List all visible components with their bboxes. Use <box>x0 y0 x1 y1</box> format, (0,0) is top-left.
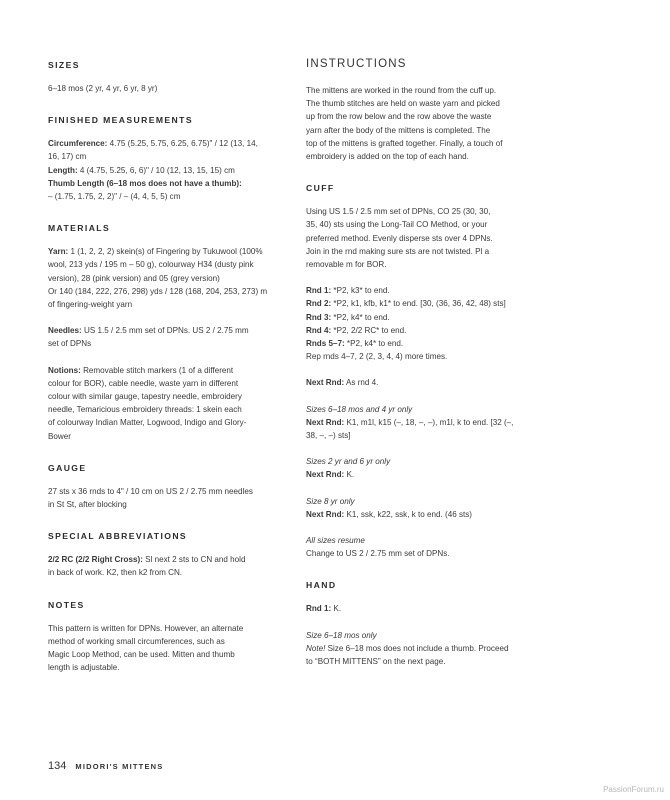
notions-text: Notions: Removable stitch markers (1 of a different colour for BOR), cable needle, waste yarn in different colour with similar gauge, tapestry needle, embroidery needle, Temaricious embroidery threads: 1 skein each of colourway Indian Matter, Logwood, Indigo and Glory- Bower <box>48 365 247 441</box>
left-column <box>48 60 293 687</box>
instructions-heading: INSTRUCTIONS <box>306 58 407 70</box>
watermark: PassionForum.ru <box>603 785 664 794</box>
sizes-text: 6–18 mos (2 yr, 4 yr, 6 yr, 8 yr) <box>48 84 158 93</box>
book-title: MIDORI'S MITTENS <box>75 762 164 771</box>
materials-heading: MATERIALS <box>48 223 111 234</box>
cuff-rounds: Rnd 1: *P2, k3* to end. Rnd 2: *P2, k1, kfb, k1* to end. [30, (36, 36, 42, 48) sts] Rnd 3: *P2, k4* to end. Rnd 4: *P2, 2/2 RC* to end. Rnds 5–7: *P2, k4* to end. Rep rnds 4–7, 2 (2, 3, 4, 4) more times. <box>306 286 506 362</box>
finished-measurements-heading: FINISHED MEASUREMENTS <box>48 115 193 126</box>
cuff-text: Using US 1.5 / 2.5 mm set of DPNs, CO 25 (30, 30, 35, 40) sts using the Long-Tail CO Method, or your preferred method. Evenly disperse sts over 4 DPNs. Join in the rnd making sure sts are not twisted. Pl a removable m for BOR. <box>306 207 493 270</box>
yarn-text: Yarn: 1 (1, 2, 2, 2) skein(s) of Fingering by Tukuwool (100% wool, 213 yds / 195 m – 50 g), colourway H34 (dusty pink version), 28 (pink version) and 05 (grey version) Or 140 (184, 222, 276, 298) yds / 128 (168, 204, 253, 273) m of fingering-weight yarn <box>48 247 268 310</box>
hand-round-1: Rnd 1: K. <box>306 604 342 614</box>
right-column <box>306 58 551 681</box>
all-sizes: All sizes resume Change to US 2 / 2.75 mm set of DPNs. <box>306 536 450 559</box>
notes-heading: NOTES <box>48 599 85 610</box>
page-footer <box>48 760 164 772</box>
sizes-a: Sizes 6–18 mos and 4 yr only Next Rnd: K1, m1l, k15 (–, 18, –, –), m1l, k to end. [32 (–, 38, –, –) sts] <box>306 404 514 441</box>
next-round: Next Rnd: As rnd 4. <box>306 378 379 388</box>
hand-heading: HAND <box>306 580 337 591</box>
instructions-intro: The mittens are worked in the round from the cuff up. The thumb stitches are held on waste yarn and picked up from the row below and the row above the waste yarn after the body of the mittens is completed. The top of the mittens is grafted together. Finally, a touch of embroidery is added on the top of each hand. <box>306 86 503 162</box>
special-abbreviations-heading: SPECIAL ABBREVIATIONS <box>48 531 188 542</box>
sizes-heading: SIZES <box>48 60 80 70</box>
special-abbreviations-text: 2/2 RC (2/2 Right Cross): Sl next 2 sts to CN and hold in back of work. K2, then k2 from CN. <box>48 555 246 578</box>
finished-measurements-text: Circumference: 4.75 (5.25, 5.75, 6.25, 6.75)" / 12 (13, 14, 16, 17) cm Length: 4 (4.75, 5.25, 6, 6)" / 10 (12, 13, 15, 15) cm Thumb Length (6–18 mos does not have a thumb): – (1.75, 1.75, 2, 2)" / – (4, 4, 5, 5) cm <box>48 139 258 202</box>
gauge-text: 27 sts x 36 rnds to 4" / 10 cm on US 2 / 2.75 mm needles in St St, after blocking <box>48 486 253 510</box>
sizes-c: Size 8 yr only Next Rnd: K1, ssk, k22, ssk, k to end. (46 sts) <box>306 496 472 519</box>
notes-text: This pattern is written for DPNs. However, an alternate method of working small circumferences, such as Magic Loop Method, can be used. Mitten and thumb length is adjustable. <box>48 623 244 673</box>
page-number: 134 <box>48 760 67 772</box>
sizes-b: Sizes 2 yr and 6 yr only Next Rnd: K. <box>306 457 391 480</box>
cuff-heading: CUFF <box>306 183 335 194</box>
gauge-heading: GAUGE <box>48 462 87 473</box>
hand-size-note: Size 6–18 mos only Note! Size 6–18 mos does not include a thumb. Proceed to “BOTH MITTENS” on the next page. <box>306 630 509 667</box>
needles-text: Needles: US 1.5 / 2.5 mm set of DPNs. US 2 / 2.75 mm set of DPNs <box>48 326 249 349</box>
